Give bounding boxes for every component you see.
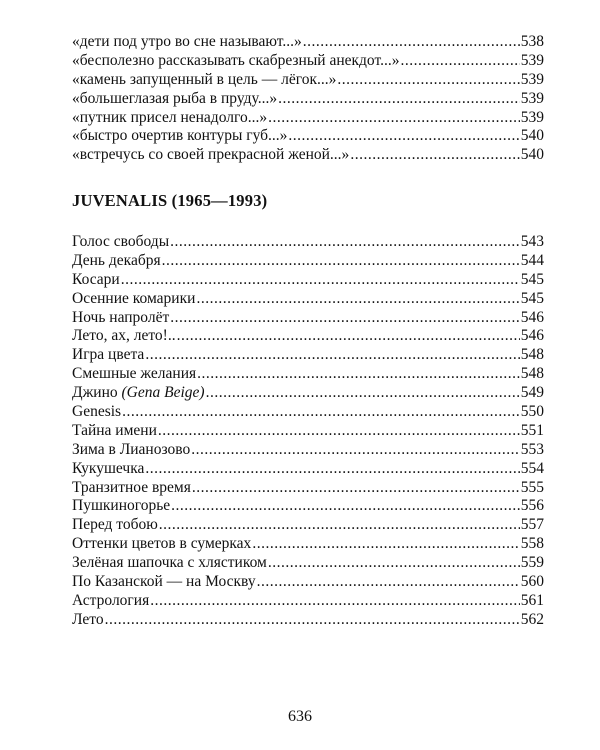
toc-entry-page: 539 bbox=[520, 51, 544, 69]
toc-entry-page: 543 bbox=[520, 233, 544, 250]
toc-leader-dots bbox=[192, 479, 520, 498]
toc-entry bbox=[72, 535, 544, 554]
toc-entry-title bbox=[72, 384, 206, 403]
toc-leader-dots bbox=[145, 346, 519, 365]
toc-leader-dots bbox=[268, 554, 520, 573]
toc-entry bbox=[72, 384, 544, 403]
toc-leader-dots bbox=[105, 611, 520, 630]
toc-entry-page: 538 bbox=[520, 33, 544, 50]
toc-entry bbox=[72, 479, 544, 498]
toc-entry bbox=[72, 516, 544, 535]
toc-entry-title: По Казанской — на Москву bbox=[72, 573, 256, 591]
toc-entry-title: «бесполезно рассказывать скабрезный анекдот...» bbox=[72, 51, 400, 69]
toc-entry bbox=[72, 497, 544, 516]
toc-entry-page: 546 bbox=[520, 308, 544, 326]
toc-entry bbox=[72, 146, 544, 165]
toc-leader-dots bbox=[303, 33, 520, 52]
toc-leader-dots bbox=[278, 90, 520, 109]
toc-entry bbox=[72, 346, 544, 365]
toc-entry-page: 560 bbox=[520, 573, 544, 591]
toc-leader-dots bbox=[206, 384, 520, 403]
toc-entry bbox=[72, 309, 544, 328]
toc-entry bbox=[72, 252, 544, 271]
toc-entry-title: Голос свободы bbox=[72, 233, 170, 250]
toc-entry-page: 557 bbox=[520, 516, 544, 534]
toc-entry-page: 544 bbox=[520, 251, 544, 269]
toc-entry-title: «камень запущенный в цель — лёгок...» bbox=[72, 70, 337, 88]
toc-entry bbox=[72, 592, 544, 611]
toc-entry-page: 550 bbox=[520, 403, 544, 421]
toc-entry-title: Оттенки цветов в сумерках bbox=[72, 535, 252, 553]
toc-entry-title: Лето, ах, лето!.. bbox=[72, 327, 176, 345]
toc-entry bbox=[72, 52, 544, 71]
toc-entry bbox=[72, 365, 544, 384]
toc-entry-page: 549 bbox=[520, 384, 544, 402]
toc-entry-title: «дети под утро во сне называют...» bbox=[72, 33, 302, 50]
toc-leader-dots bbox=[197, 365, 520, 384]
toc-entry bbox=[72, 422, 544, 441]
toc-leader-dots bbox=[337, 71, 519, 90]
toc-entry-title: Кукушечка bbox=[72, 459, 145, 477]
toc-entry-page: 562 bbox=[520, 610, 544, 628]
toc-entry-page: 555 bbox=[520, 478, 544, 496]
toc-leader-dots bbox=[288, 127, 519, 146]
toc-leader-dots bbox=[121, 271, 520, 290]
section-heading: JUVENALIS (1965—1993) bbox=[72, 191, 268, 210]
toc-entry-title: Лето bbox=[72, 610, 104, 628]
toc-entry-title: «быстро очертив контуры губ...» bbox=[72, 127, 288, 145]
toc-entry bbox=[72, 403, 544, 422]
toc-leader-dots bbox=[158, 422, 520, 441]
toc-entry-title: «встречусь со своей прекрасной женой...» bbox=[72, 146, 350, 164]
toc-entry-page: 546 bbox=[520, 327, 544, 345]
toc-entry-page: 548 bbox=[520, 346, 544, 364]
toc-entry-page: 554 bbox=[520, 459, 544, 477]
toc-entry-page: 551 bbox=[520, 421, 544, 439]
toc-entry-title: Зелёная шапочка с хлястиком bbox=[72, 554, 267, 572]
toc-entry bbox=[72, 573, 544, 592]
toc-entry-page: 559 bbox=[520, 554, 544, 572]
toc-leader-dots bbox=[145, 460, 519, 479]
toc-entry bbox=[72, 233, 544, 252]
toc-entry-page: 540 bbox=[520, 146, 544, 164]
toc-leader-dots bbox=[159, 516, 520, 535]
toc-entry-page: 539 bbox=[520, 108, 544, 126]
toc-leader-dots bbox=[257, 573, 520, 592]
toc-entry bbox=[72, 127, 544, 146]
toc-entry bbox=[72, 33, 544, 52]
toc-entry-title: «большеглазая рыба в пруду...» bbox=[72, 89, 278, 107]
toc-entry-page: 561 bbox=[520, 591, 544, 609]
toc-entry bbox=[72, 554, 544, 573]
toc-entry-title: Косари bbox=[72, 270, 120, 288]
toc-leader-dots bbox=[400, 52, 519, 71]
toc-entry-title: Тайна имени bbox=[72, 421, 157, 439]
toc-list-juvenalis bbox=[72, 233, 544, 630]
toc-leader-dots bbox=[196, 290, 519, 309]
toc-entry-title: Осенние комарики bbox=[72, 289, 196, 307]
toc-entry bbox=[72, 327, 544, 346]
toc-leader-dots bbox=[350, 146, 519, 165]
toc-leader-dots bbox=[162, 252, 520, 271]
toc-entry bbox=[72, 441, 544, 460]
toc-leader-dots bbox=[122, 403, 520, 422]
toc-leader-dots bbox=[252, 535, 519, 554]
toc-leader-dots bbox=[150, 592, 520, 611]
toc-entry bbox=[72, 109, 544, 128]
toc-entry-title: «путник присел ненадолго...» bbox=[72, 108, 268, 126]
toc-entry-title: Транзитное время bbox=[72, 478, 191, 496]
toc-leader-dots bbox=[268, 109, 520, 128]
toc-entry-title: Астрология bbox=[72, 591, 150, 609]
toc-entry-title: Игра цвета bbox=[72, 346, 145, 364]
toc-entry-title: Ночь напролёт bbox=[72, 308, 170, 326]
toc-entry bbox=[72, 460, 544, 479]
toc-entry bbox=[72, 90, 544, 109]
toc-leader-dots bbox=[191, 441, 520, 460]
toc-entry-page: 545 bbox=[520, 270, 544, 288]
toc-entry-title: Зима в Лианозово bbox=[72, 440, 191, 458]
toc-list-continued bbox=[72, 33, 544, 165]
toc-entry-page: 548 bbox=[520, 365, 544, 383]
toc-entry-title: Пушкиногорье bbox=[72, 497, 171, 515]
toc-entry-title: Genesis bbox=[72, 403, 122, 421]
page-number: 636 bbox=[288, 708, 312, 725]
toc-leader-dots bbox=[170, 233, 520, 252]
toc-leader-dots bbox=[171, 497, 520, 516]
toc-entry-title: Смешные желания bbox=[72, 365, 197, 383]
toc-entry-page: 556 bbox=[520, 497, 544, 515]
toc-entry-page: 539 bbox=[520, 89, 544, 107]
toc-entry-title-main: Джино bbox=[72, 384, 122, 402]
toc-entry-page: 539 bbox=[520, 70, 544, 88]
toc-entry-title: День декабря bbox=[72, 251, 161, 269]
toc-entry-title-italic: (Gena Beige) bbox=[121, 384, 205, 402]
toc-entry bbox=[72, 271, 544, 290]
toc-leader-dots bbox=[170, 309, 520, 328]
toc-entry bbox=[72, 290, 544, 309]
toc-entry bbox=[72, 71, 544, 90]
toc-entry-page: 545 bbox=[520, 289, 544, 307]
toc-leader-dots bbox=[177, 327, 520, 346]
toc-entry-title: Перед тобою bbox=[72, 516, 158, 534]
toc-entry-page: 553 bbox=[520, 440, 544, 458]
toc-entry-page: 540 bbox=[520, 127, 544, 145]
toc-entry bbox=[72, 611, 544, 630]
toc-entry-page: 558 bbox=[520, 535, 544, 553]
